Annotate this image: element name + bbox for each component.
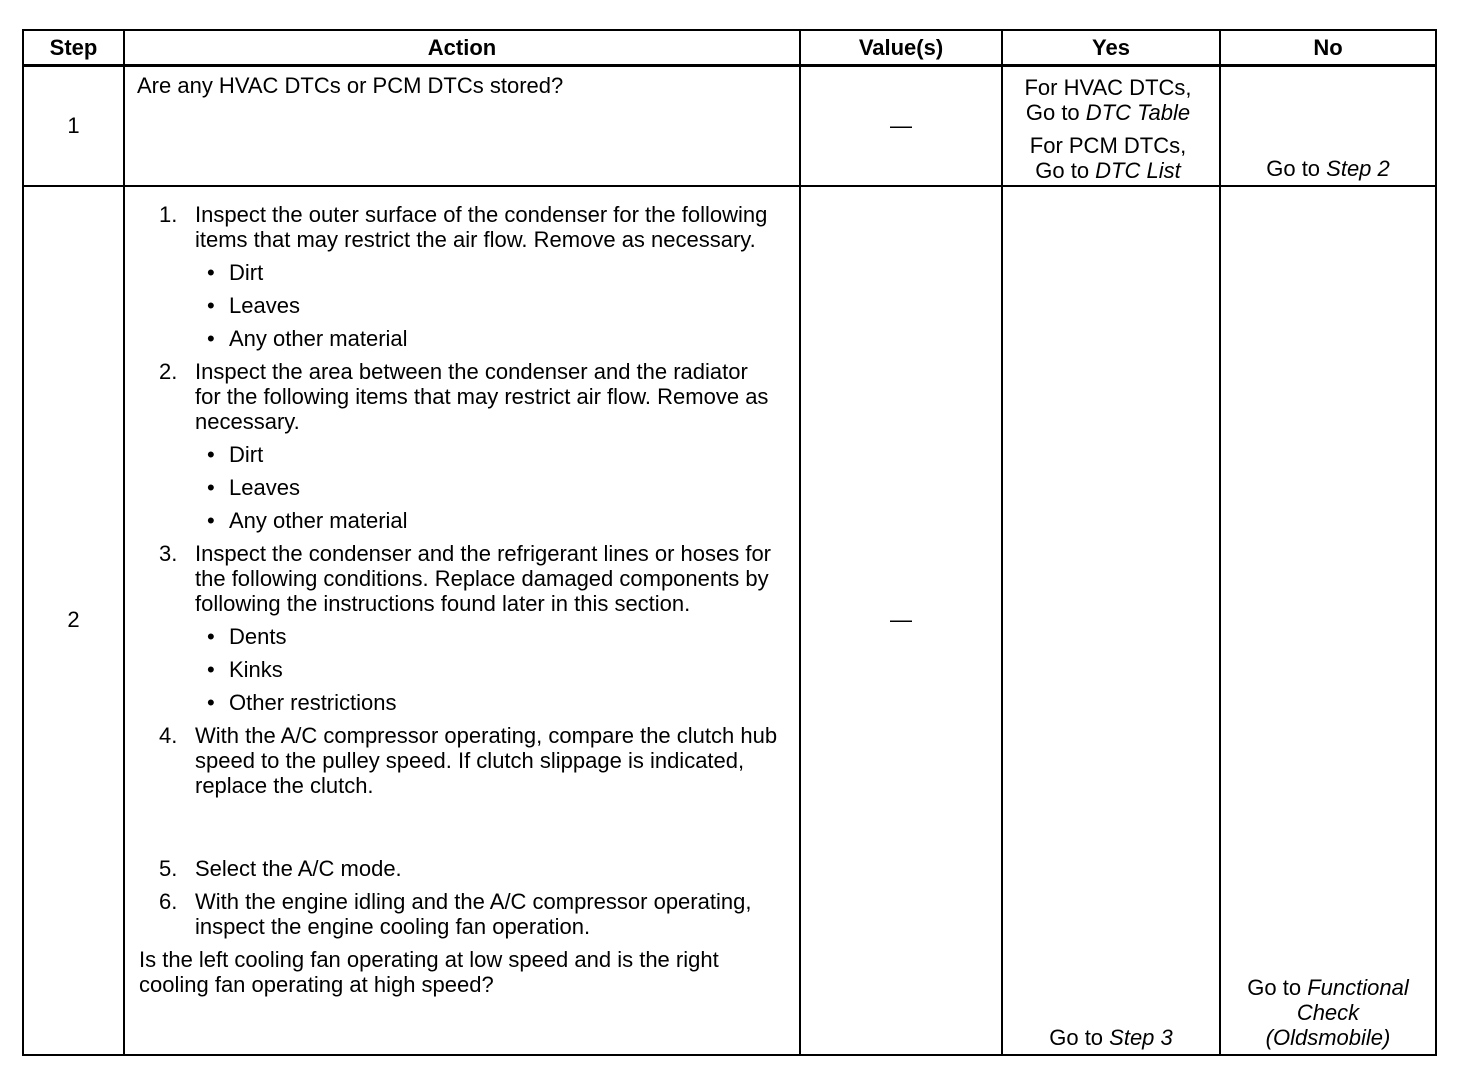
- bullet-list: [195, 442, 779, 533]
- step-number: 1: [23, 66, 124, 186]
- step-3-link[interactable]: Step 3: [1109, 1025, 1173, 1050]
- yes-pcm-label: For PCM DTCs,: [1029, 133, 1187, 158]
- bullet-text: Leaves: [229, 292, 300, 318]
- step-text: Select the A/C mode.: [195, 855, 402, 881]
- bullet-icon: •: [207, 474, 215, 500]
- step-text: With the A/C compressor operating, compare the clutch hub speed to the pulley speed. If clutch slippage is indicated, replace the clutch.: [195, 722, 778, 798]
- action-cell: Are any HVAC DTCs or PCM DTCs stored?: [124, 66, 800, 186]
- bullet-text: Any other material: [229, 507, 408, 533]
- header-values: Value(s): [800, 30, 1002, 66]
- functional-check-link[interactable]: Functional: [1307, 975, 1409, 1000]
- bullet-icon: •: [207, 325, 215, 351]
- bullet-icon: •: [207, 292, 215, 318]
- bullet-list: [195, 260, 779, 351]
- step-index: 2.: [159, 358, 178, 384]
- step-number: 2: [23, 186, 124, 1056]
- action-step: [139, 723, 779, 798]
- header-no: No: [1220, 30, 1436, 66]
- bullet-item: [195, 293, 779, 318]
- step-2-link[interactable]: Step 2: [1326, 155, 1390, 181]
- step-text: Inspect the outer surface of the condenser for the following items that may restrict the air flow. Remove as necessary.: [195, 201, 768, 252]
- bullet-icon: •: [207, 689, 215, 715]
- bullet-text: Any other material: [229, 325, 408, 351]
- yes-cell: [1002, 66, 1220, 186]
- action-step: [139, 889, 779, 939]
- no-goto: Go to: [1266, 155, 1327, 181]
- step-index: 6.: [159, 888, 178, 914]
- bullet-item: [195, 442, 779, 467]
- diagnostic-table: [22, 29, 1437, 1056]
- action-steps-list: [139, 202, 779, 939]
- table-row-step-1: [23, 66, 1436, 186]
- header-yes: Yes: [1002, 30, 1220, 66]
- no-goto: Go to: [1247, 975, 1308, 1000]
- value-cell: —: [800, 186, 1002, 1056]
- bullet-item: [195, 260, 779, 285]
- bullet-icon: •: [207, 259, 215, 285]
- bullet-list: [195, 624, 779, 715]
- bullet-item: [195, 657, 779, 682]
- bullet-item: [195, 690, 779, 715]
- table-row-step-2: [23, 186, 1436, 1056]
- bullet-item: [195, 326, 779, 351]
- action-step: [139, 202, 779, 351]
- bullet-icon: •: [207, 441, 215, 467]
- step-index: 4.: [159, 722, 178, 748]
- bullet-text: Kinks: [229, 656, 283, 682]
- action-step: [139, 359, 779, 533]
- step-text: With the engine idling and the A/C compressor operating, inspect the engine cooling fan operation.: [195, 888, 752, 939]
- functional-check-link-line2[interactable]: Check: [1296, 1000, 1360, 1025]
- bullet-icon: •: [207, 656, 215, 682]
- action-cell: [124, 186, 800, 1056]
- bullet-item: [195, 508, 779, 533]
- bullet-text: Dents: [229, 623, 287, 649]
- yes-cell: [1002, 186, 1220, 1056]
- step-index: 5.: [159, 855, 178, 881]
- bullet-text: Leaves: [229, 474, 300, 500]
- action-step: [139, 541, 779, 715]
- bullet-item: [195, 475, 779, 500]
- bullet-text: Dirt: [229, 441, 264, 467]
- no-cell: [1220, 66, 1436, 186]
- step-index: 3.: [159, 540, 178, 566]
- functional-check-link-line3[interactable]: (Oldsmobile): [1265, 1025, 1391, 1050]
- step-text: Inspect the condenser and the refrigerant lines or hoses for the following conditions. Replace damaged components by following the instructions found later in this section.: [195, 540, 772, 616]
- yes-pcm-goto: Go to: [1035, 158, 1096, 183]
- header-row: [23, 30, 1436, 66]
- header-step: Step: [23, 30, 124, 66]
- bullet-item: [195, 624, 779, 649]
- step-index: 1.: [159, 201, 178, 227]
- dtc-table-link[interactable]: DTC Table: [1085, 100, 1191, 125]
- action-step: [139, 856, 779, 881]
- yes-hvac-goto: Go to: [1025, 100, 1086, 125]
- no-cell: [1220, 186, 1436, 1056]
- yes-hvac-label: For HVAC DTCs,: [1024, 75, 1192, 100]
- dtc-list-link[interactable]: DTC List: [1095, 158, 1181, 183]
- bullet-text: Other restrictions: [229, 689, 397, 715]
- yes-goto: Go to: [1049, 1025, 1110, 1050]
- question-text: Is the left cooling fan operating at low speed and is the right cooling fan operating at high speed?: [139, 946, 719, 997]
- bullet-text: Dirt: [229, 259, 264, 285]
- value-cell: —: [800, 66, 1002, 186]
- bullet-icon: •: [207, 507, 215, 533]
- header-action: Action: [124, 30, 800, 66]
- bullet-icon: •: [207, 623, 215, 649]
- step-text: Inspect the area between the condenser and the radiator for the following items that may restrict air flow. Remove as necessary.: [195, 358, 769, 434]
